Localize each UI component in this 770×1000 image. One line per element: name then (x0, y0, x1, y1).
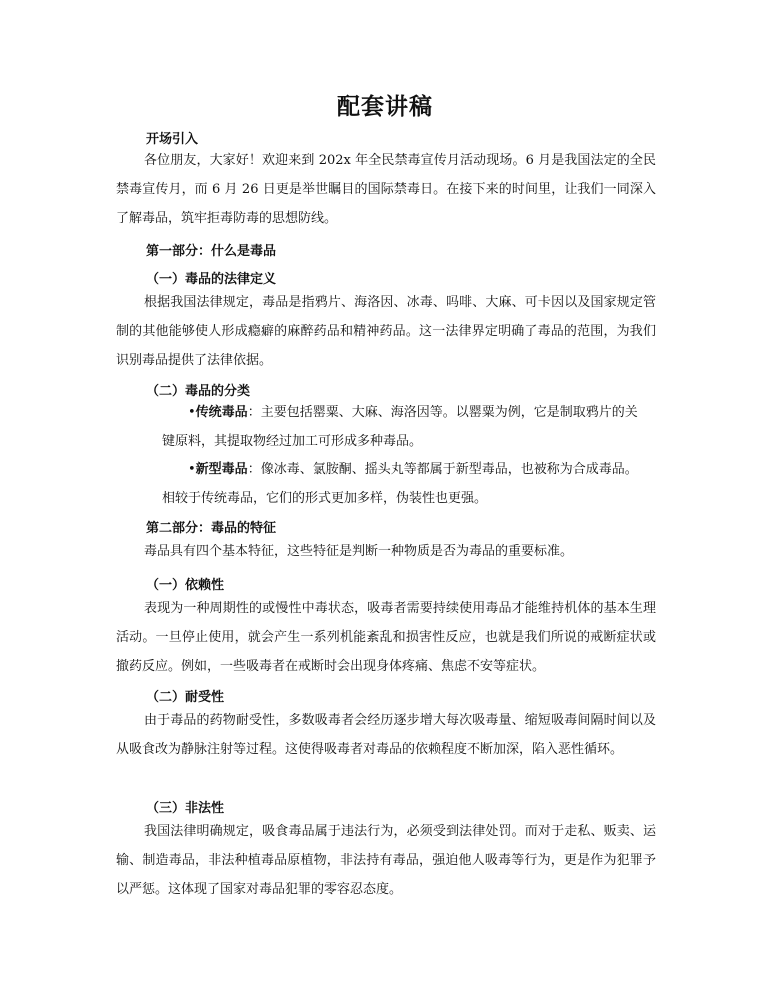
bullet-new-drugs (162, 455, 644, 513)
opening-paragraph: 各位朋友，大家好！欢迎来到 202x 年全民禁毒宣传月活动现场。6 月是我国法定的全民禁毒宣传月，而 6 月 26 日更是举世瞩目的国际禁毒日。在接下来的时间里，让我们一同深入了解毒品，筑牢拒毒防毒的思想防线。 (116, 153, 656, 226)
part2-paragraph-3: 我国法律明确规定，吸食毒品属于违法行为，必须受到法律处罚。而对于走私、贩卖、运输、制造毒品，非法种植毒品原植物，非法持有毒品，强迫他人吸毒等行为，更是作为犯罪予以严惩。这体现了国家对毒品犯罪的零容忍态度。 (116, 824, 656, 897)
part1-subheading-1: （一）毒品的法律定义 (146, 272, 277, 287)
part2-paragraph-2: 由于毒品的药物耐受性，多数吸毒者会经历逐步增大每次吸毒量、缩短吸毒间隔时间以及从吸食改为静脉注射等过程。这使得吸毒者对毒品的依赖程度不断加深，陷入恶性循环。 (116, 713, 656, 757)
part2-subheading-3: （三）非法性 (146, 801, 225, 816)
part1-paragraph-1: 根据我国法律规定，毒品是指鸦片、海洛因、冰毒、吗啡、大麻、可卡因以及国家规定管制的其他能够使人形成瘾癖的麻醉药品和精神药品。这一法律界定明确了毒品的范围，为我们识别毒品提供了法律依据。 (116, 295, 656, 368)
bullet-traditional-drugs (162, 398, 644, 456)
bullet-label: 传统毒品 (195, 405, 248, 420)
opening-heading: 开场引入 (146, 132, 199, 147)
part2-heading: 第二部分：毒品的特征 (146, 521, 277, 536)
part2-paragraph-1: 表现为一种周期性的或慢性中毒状态，吸毒者需要持续使用毒品才能维持机体的基本生理活动。一旦停止使用，就会产生一系列机能紊乱和损害性反应，也就是我们所说的戒断症状或撤药反应。例如，一些吸毒者在戒断时会出现身体疼痛、焦虑不安等症状。 (116, 601, 656, 674)
page-title: 配套讲稿 (337, 93, 433, 120)
part2-subheading-1: （一）依赖性 (146, 578, 225, 593)
bullet-label: 新型毒品 (195, 462, 248, 477)
bullet-text: ：主要包括罂粟、大麻、海洛因等。以罂粟为例，它是制取鸦片的关键原料，其提取物经过加工可形成多种毒品。 (162, 405, 638, 449)
bullet-dot-icon: • (188, 462, 196, 477)
part1-subheading-2: （二）毒品的分类 (146, 384, 251, 399)
part1-heading: 第一部分：什么是毒品 (146, 244, 277, 259)
bullet-text: ：像冰毒、氯胺酮、摇头丸等都属于新型毒品，也被称为合成毒品。相较于传统毒品，它们的形式更加多样，伪装性也更强。 (162, 462, 638, 506)
part2-subheading-2: （二）耐受性 (146, 690, 225, 705)
part2-paragraph: 毒品具有四个基本特征，这些特征是判断一种物质是否为毒品的重要标准。 (144, 544, 574, 559)
bullet-dot-icon: • (188, 405, 196, 420)
